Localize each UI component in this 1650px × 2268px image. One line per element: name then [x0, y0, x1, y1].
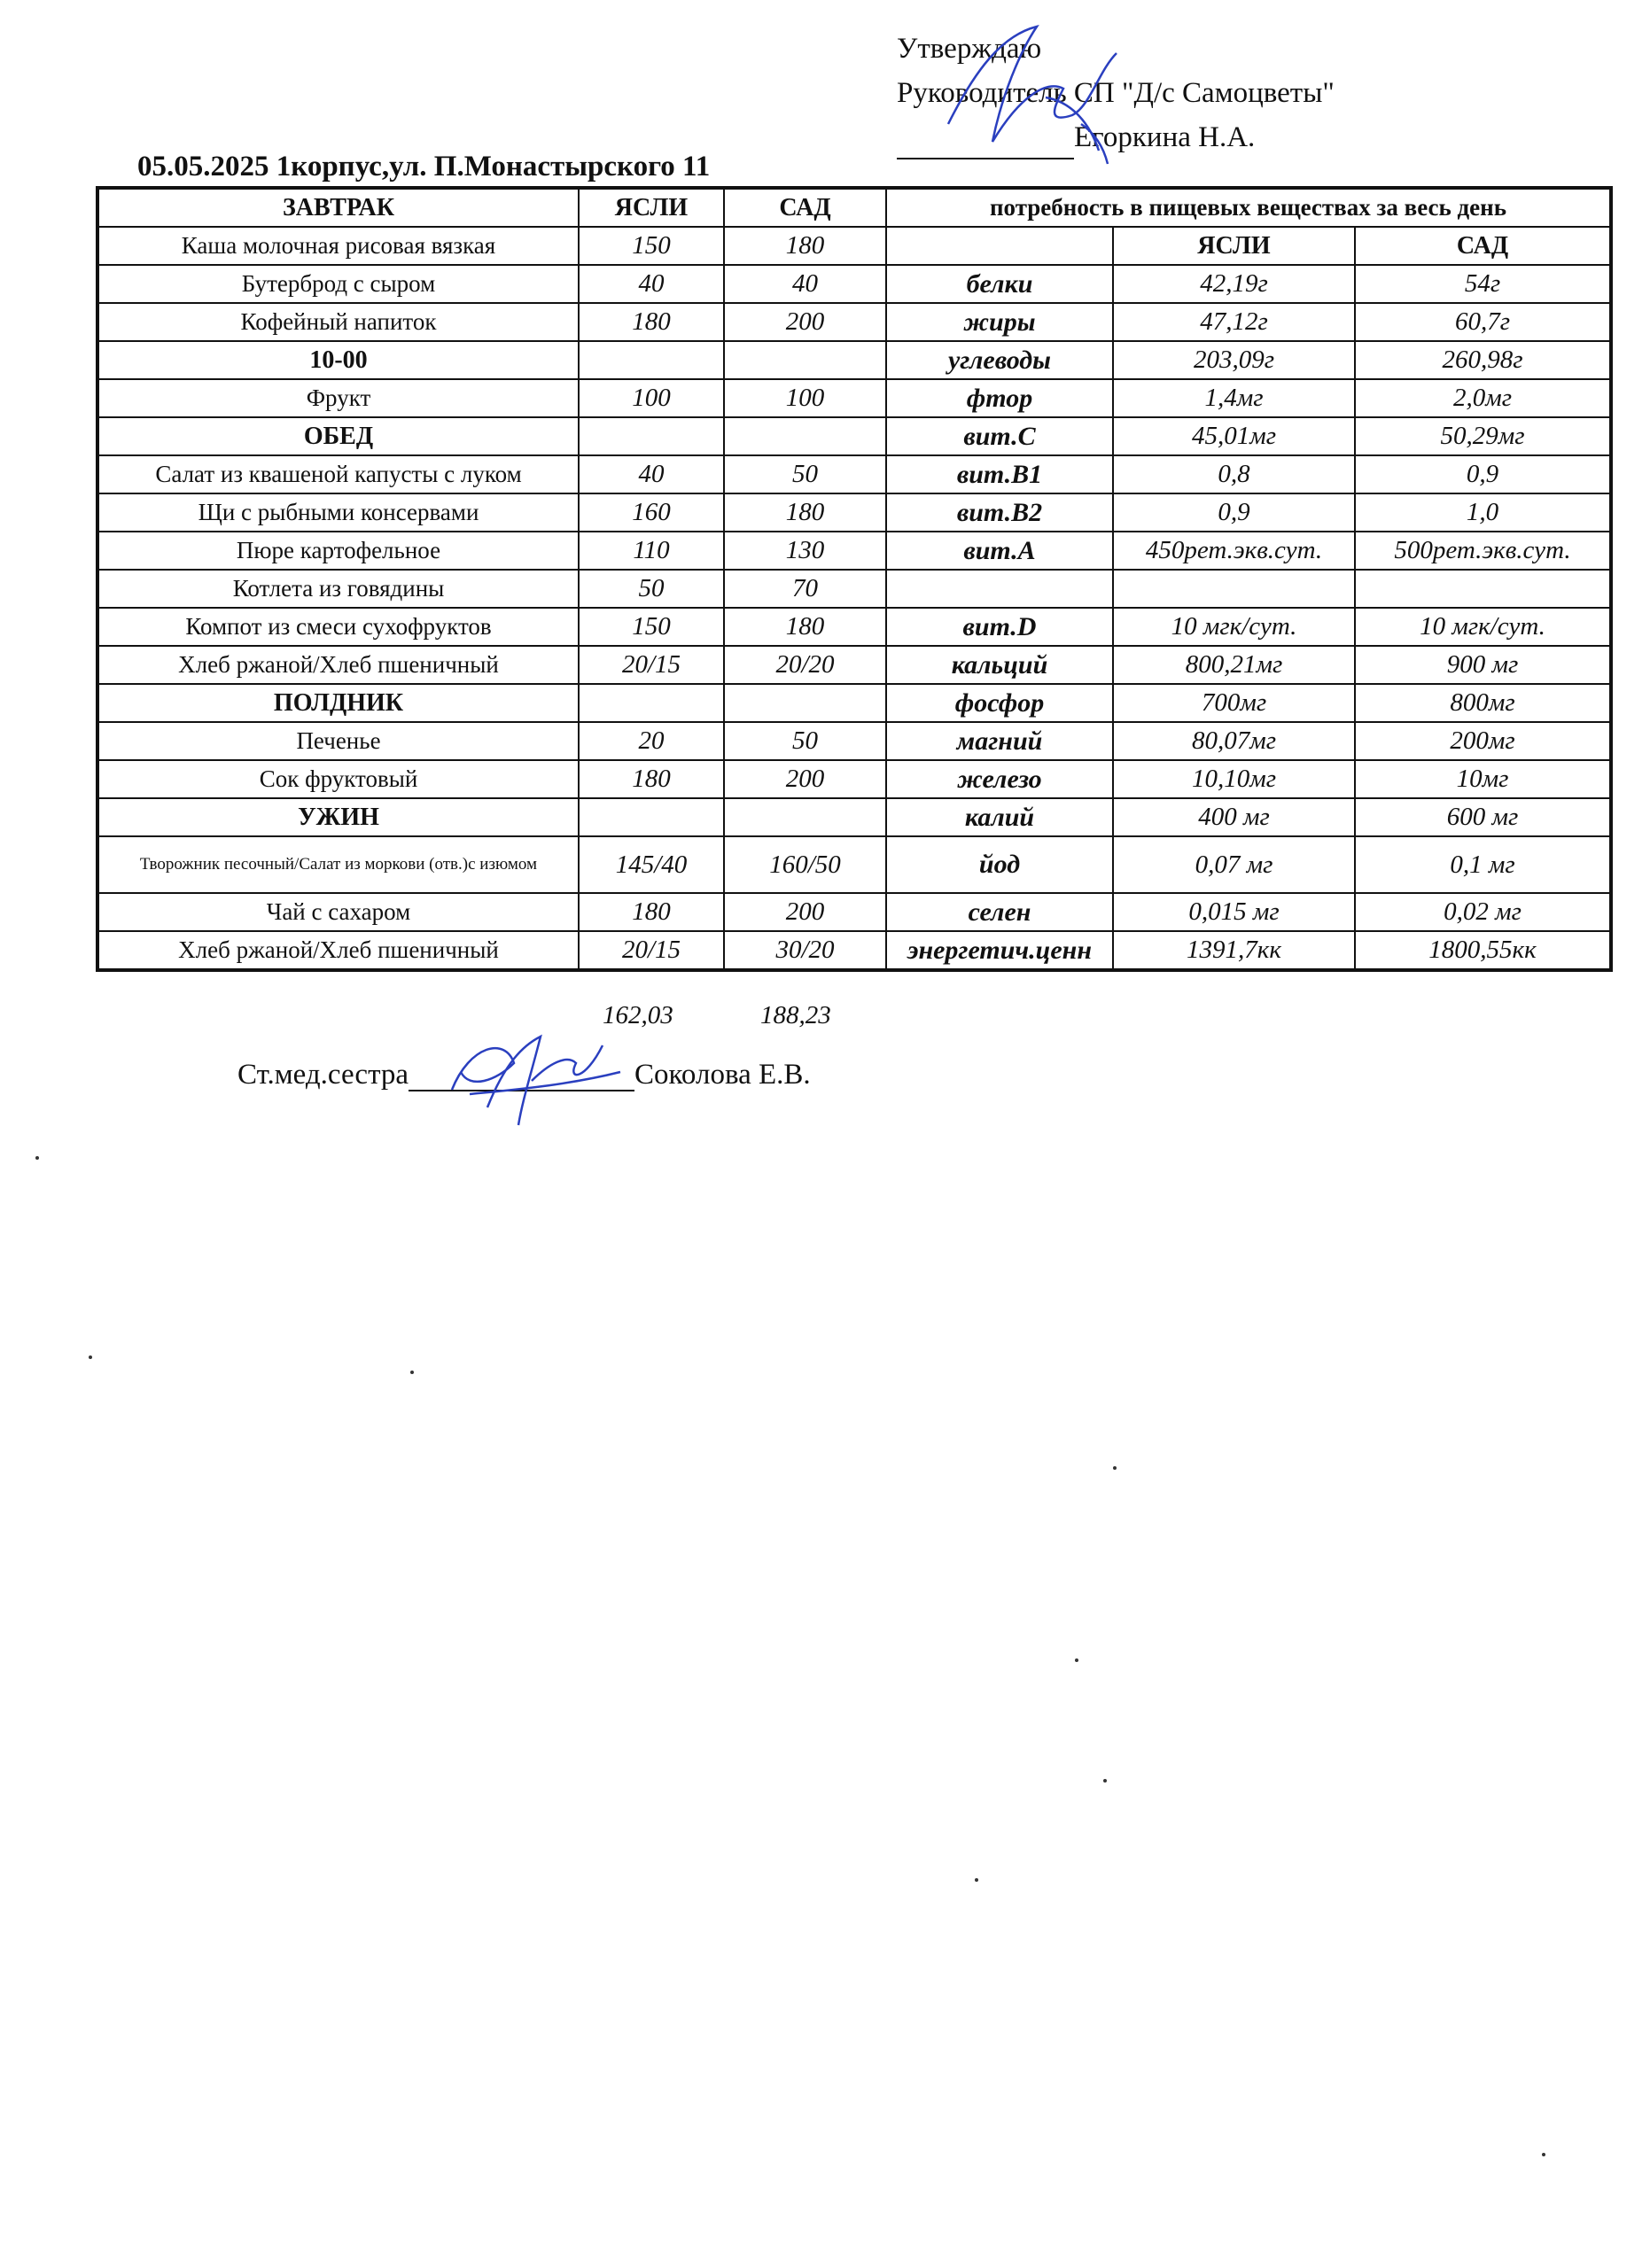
table-row	[97, 931, 1611, 970]
dish-name: Хлеб ржаной/Хлеб пшеничный	[97, 931, 579, 970]
nutrition-subheader-yasli: ЯСЛИ	[1113, 227, 1355, 265]
qty-yasli: 40	[579, 455, 724, 493]
nutrient-sad: 60,7г	[1355, 303, 1611, 341]
table-row	[97, 684, 1611, 722]
qty-yasli: 150	[579, 227, 724, 265]
qty-yasli: 145/40	[579, 836, 724, 893]
qty-sad	[724, 798, 886, 836]
nutrient-sad: 10мг	[1355, 760, 1611, 798]
nutrient-yasli: 42,19г	[1113, 265, 1355, 303]
nurse-signature	[434, 1010, 629, 1134]
nutrient-label: йод	[886, 836, 1113, 893]
scan-speck	[1113, 1466, 1117, 1470]
dish-name: Каша молочная рисовая вязкая	[97, 227, 579, 265]
nutrient-yasli: 80,07мг	[1113, 722, 1355, 760]
nutrient-yasli: 400 мг	[1113, 798, 1355, 836]
qty-yasli: 180	[579, 303, 724, 341]
total-yasli: 162,03	[603, 1001, 673, 1029]
qty-sad: 70	[724, 570, 886, 608]
signer-name: Соколова Е.В.	[634, 1059, 811, 1091]
scan-speck	[89, 1355, 92, 1359]
qty-yasli: 50	[579, 570, 724, 608]
nutrient-sad: 50,29мг	[1355, 417, 1611, 455]
nutrient-label: вит.С	[886, 417, 1113, 455]
nutrient-yasli: 10,10мг	[1113, 760, 1355, 798]
qty-yasli: 110	[579, 532, 724, 570]
qty-sad: 30/20	[724, 931, 886, 970]
section-heading: ОБЕД	[97, 417, 579, 455]
dish-name: Бутерброд с сыром	[97, 265, 579, 303]
qty-yasli	[579, 684, 724, 722]
dish-name: Салат из квашеной капусты с луком	[97, 455, 579, 493]
nutrient-label: вит.D	[886, 608, 1113, 646]
nutrient-sad: 0,9	[1355, 455, 1611, 493]
table-row	[97, 303, 1611, 341]
table-row	[97, 798, 1611, 836]
table-row	[97, 760, 1611, 798]
qty-sad: 40	[724, 265, 886, 303]
qty-yasli	[579, 798, 724, 836]
nutrient-yasli: 203,09г	[1113, 341, 1355, 379]
header-sad: САД	[724, 188, 886, 227]
nutrient-sad: 0,02 мг	[1355, 893, 1611, 931]
qty-yasli: 20/15	[579, 931, 724, 970]
nutrient-yasli: 0,9	[1113, 493, 1355, 532]
nutrient-sad: 600 мг	[1355, 798, 1611, 836]
section-heading: УЖИН	[97, 798, 579, 836]
nutrient-label: энергетич.ценн	[886, 931, 1113, 970]
nutrient-label	[886, 227, 1113, 265]
table-row	[97, 608, 1611, 646]
nutrition-subheader-sad: САД	[1355, 227, 1611, 265]
nutrition-header: потребность в пищевых веществах за весь день	[886, 188, 1611, 227]
table-row	[97, 893, 1611, 931]
nutrient-sad: 2,0мг	[1355, 379, 1611, 417]
table-row	[97, 379, 1611, 417]
dish-name: Творожник песочный/Салат из моркови (отв.)с изюмом	[97, 836, 579, 893]
nutrient-yasli: 47,12г	[1113, 303, 1355, 341]
total-sad: 188,23	[760, 1001, 831, 1029]
qty-sad	[724, 341, 886, 379]
scan-speck	[1542, 2153, 1545, 2156]
nutrient-sad: 54г	[1355, 265, 1611, 303]
scan-speck	[1103, 1779, 1107, 1783]
qty-sad: 50	[724, 722, 886, 760]
qty-sad	[724, 417, 886, 455]
nutrient-label: жиры	[886, 303, 1113, 341]
dish-name: Щи с рыбными консервами	[97, 493, 579, 532]
qty-sad: 180	[724, 608, 886, 646]
nutrient-sad: 1,0	[1355, 493, 1611, 532]
nutrient-sad: 0,1 мг	[1355, 836, 1611, 893]
nutrient-yasli: 10 мгк/сут.	[1113, 608, 1355, 646]
document-title: 05.05.2025 1корпус,ул. П.Монастырского 11	[137, 151, 711, 183]
nutrient-label: вит.В1	[886, 455, 1113, 493]
nutrient-yasli	[1113, 570, 1355, 608]
section-heading: ПОЛДНИК	[97, 684, 579, 722]
dish-name: Котлета из говядины	[97, 570, 579, 608]
header-breakfast: ЗАВТРАК	[97, 188, 579, 227]
dish-name: Печенье	[97, 722, 579, 760]
director-signature	[939, 18, 1152, 168]
qty-yasli: 160	[579, 493, 724, 532]
dish-name: Сок фруктовый	[97, 760, 579, 798]
qty-yasli: 40	[579, 265, 724, 303]
qty-yasli: 180	[579, 760, 724, 798]
table-row	[97, 455, 1611, 493]
qty-sad: 160/50	[724, 836, 886, 893]
table-row	[97, 836, 1611, 893]
dish-name: Кофейный напиток	[97, 303, 579, 341]
table-header-row	[97, 188, 1611, 227]
qty-sad: 200	[724, 760, 886, 798]
qty-yasli: 150	[579, 608, 724, 646]
table-row	[97, 722, 1611, 760]
nutrient-sad: 1800,55кк	[1355, 931, 1611, 970]
qty-sad: 130	[724, 532, 886, 570]
table-row	[97, 570, 1611, 608]
qty-yasli	[579, 417, 724, 455]
nutrient-sad: 260,98г	[1355, 341, 1611, 379]
nutrient-sad	[1355, 570, 1611, 608]
table-row	[97, 417, 1611, 455]
qty-sad	[724, 684, 886, 722]
nutrient-label: фтор	[886, 379, 1113, 417]
nutrient-sad: 200мг	[1355, 722, 1611, 760]
dish-name: Пюре картофельное	[97, 532, 579, 570]
approval-title: Утверждаю	[897, 33, 1042, 65]
qty-sad: 50	[724, 455, 886, 493]
signer-role: Ст.мед.сестра	[237, 1059, 409, 1091]
dish-name: Компот из смеси сухофруктов	[97, 608, 579, 646]
qty-sad: 180	[724, 493, 886, 532]
qty-sad: 200	[724, 303, 886, 341]
qty-yasli: 20/15	[579, 646, 724, 684]
menu-table	[96, 186, 1613, 972]
scan-speck	[35, 1156, 39, 1160]
nutrient-yasli: 800,21мг	[1113, 646, 1355, 684]
nutrient-yasli: 450рет.экв.сут.	[1113, 532, 1355, 570]
qty-sad: 200	[724, 893, 886, 931]
qty-sad: 20/20	[724, 646, 886, 684]
table-row	[97, 646, 1611, 684]
nutrient-label	[886, 570, 1113, 608]
nutrient-yasli: 1391,7кк	[1113, 931, 1355, 970]
nutrient-sad: 900 мг	[1355, 646, 1611, 684]
dish-name: Чай с сахаром	[97, 893, 579, 931]
nutrient-label: железо	[886, 760, 1113, 798]
approval-position: Руководитель СП "Д/с Самоцветы"	[897, 77, 1335, 109]
qty-sad: 180	[724, 227, 886, 265]
scan-speck	[410, 1371, 414, 1374]
nutrient-yasli: 0,07 мг	[1113, 836, 1355, 893]
nutrient-label: магний	[886, 722, 1113, 760]
nutrient-yasli: 45,01мг	[1113, 417, 1355, 455]
qty-sad: 100	[724, 379, 886, 417]
table-row	[97, 532, 1611, 570]
nutrient-label: вит.В2	[886, 493, 1113, 532]
header-yasli: ЯСЛИ	[579, 188, 724, 227]
scan-speck	[975, 1878, 978, 1882]
nutrient-sad: 500рет.экв.сут.	[1355, 532, 1611, 570]
nutrient-yasli: 0,8	[1113, 455, 1355, 493]
nutrient-label: углеводы	[886, 341, 1113, 379]
nutrient-label: вит.А	[886, 532, 1113, 570]
qty-yasli: 180	[579, 893, 724, 931]
scan-speck	[1075, 1658, 1078, 1662]
nutrient-yasli: 700мг	[1113, 684, 1355, 722]
section-heading: 10-00	[97, 341, 579, 379]
dish-name: Фрукт	[97, 379, 579, 417]
nutrient-label: белки	[886, 265, 1113, 303]
qty-yasli: 20	[579, 722, 724, 760]
nutrient-label: фосфор	[886, 684, 1113, 722]
qty-yasli	[579, 341, 724, 379]
table-row	[97, 341, 1611, 379]
nutrient-sad: 800мг	[1355, 684, 1611, 722]
table-row	[97, 227, 1611, 265]
nutrient-label: калий	[886, 798, 1113, 836]
nutrient-yasli: 0,015 мг	[1113, 893, 1355, 931]
nutrient-sad: 10 мгк/сут.	[1355, 608, 1611, 646]
nutrient-label: кальций	[886, 646, 1113, 684]
table-row	[97, 493, 1611, 532]
table-row	[97, 265, 1611, 303]
nutrient-yasli: 1,4мг	[1113, 379, 1355, 417]
approval-name: Егоркина Н.А.	[1074, 121, 1256, 153]
dish-name: Хлеб ржаной/Хлеб пшеничный	[97, 646, 579, 684]
qty-yasli: 100	[579, 379, 724, 417]
nutrient-label: селен	[886, 893, 1113, 931]
